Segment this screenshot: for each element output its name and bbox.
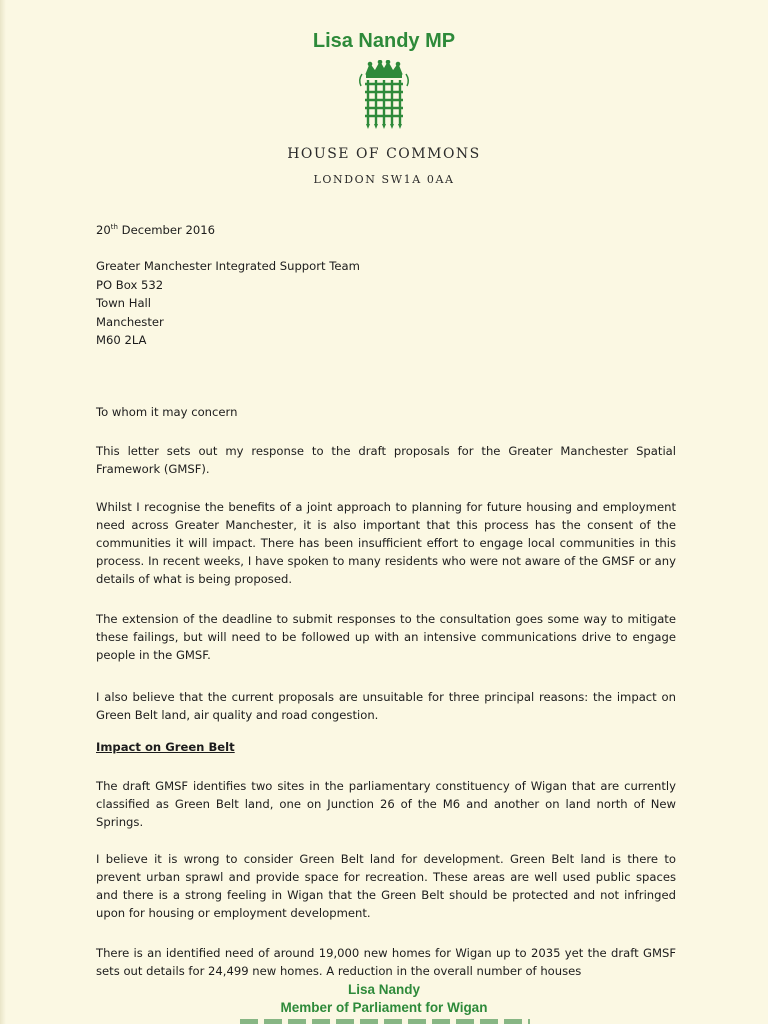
recipient-line: Greater Manchester Integrated Support Team [96, 259, 360, 273]
recipient-line: Manchester [96, 314, 164, 329]
date-suffix: th [110, 223, 118, 231]
paragraph: The extension of the deadline to submit responses to the consultation goes some way to mitigate these failings, but will need to be followed up with an intensive communications drive to engage people in the GMSF. [96, 612, 676, 662]
footer-role: Member of Parliament for Wigan [280, 1000, 488, 1015]
letterhead-mp-name: Lisa Nandy MP [312, 30, 456, 52]
letter-date [96, 218, 676, 239]
paragraph: This letter sets out my response to the draft proposals for the Greater Manchester Spatial Framework (GMSF). [96, 444, 676, 476]
recipient-line: Town Hall [96, 296, 151, 310]
date-rest: December 2016 [117, 223, 215, 237]
footer-name: Lisa Nandy [347, 982, 421, 997]
portcullis-icon [356, 60, 412, 130]
paragraph: I also believe that the current proposals are unsuitable for three principal reasons: the impact on Green Belt land, air quality and road congestion. [96, 690, 676, 722]
footer-cut-off-line [240, 1019, 530, 1024]
paragraph: The draft GMSF identifies two sites in the parliamentary constituency of Wigan that are currently classified as Green Belt land, one on Junction 26 of the M6 and another on land north of New Springs. [96, 779, 676, 829]
paragraph: I believe it is wrong to consider Green Belt land for development. Green Belt land is there to prevent urban sprawl and provide space for recreation. These areas are well used public spaces and there is a strong feeling in Wigan that the Green Belt should be protected and not infringed upon for housing or employment development. [96, 852, 676, 920]
salutation: To whom it may concern [96, 405, 238, 419]
letterhead-house: HOUSE OF COMMONS [287, 146, 481, 162]
letterhead-address: LONDON SW1A 0AA [313, 173, 455, 186]
recipient-line: PO Box 532 [96, 277, 164, 292]
paragraph: There is an identified need of around 19,000 new homes for Wigan up to 2035 yet the draft GMSF sets out details for 24,499 new homes. A reduction in the overall number of houses [96, 946, 676, 978]
date-day: 20 [96, 223, 111, 237]
recipient-line: M60 2LA [96, 333, 147, 347]
section-heading: Impact on Green Belt [96, 740, 235, 754]
recipient-address [96, 257, 676, 350]
paragraph: Whilst I recognise the benefits of a joint approach to planning for future housing and employment need across Greater Manchester, it is also important that this process has the consent of the communities it will impact. There has been insufficient effort to engage local communities in this process. In recent weeks, I have spoken to many residents who were not aware of the GMSF or any details of what is being proposed. [96, 500, 676, 586]
